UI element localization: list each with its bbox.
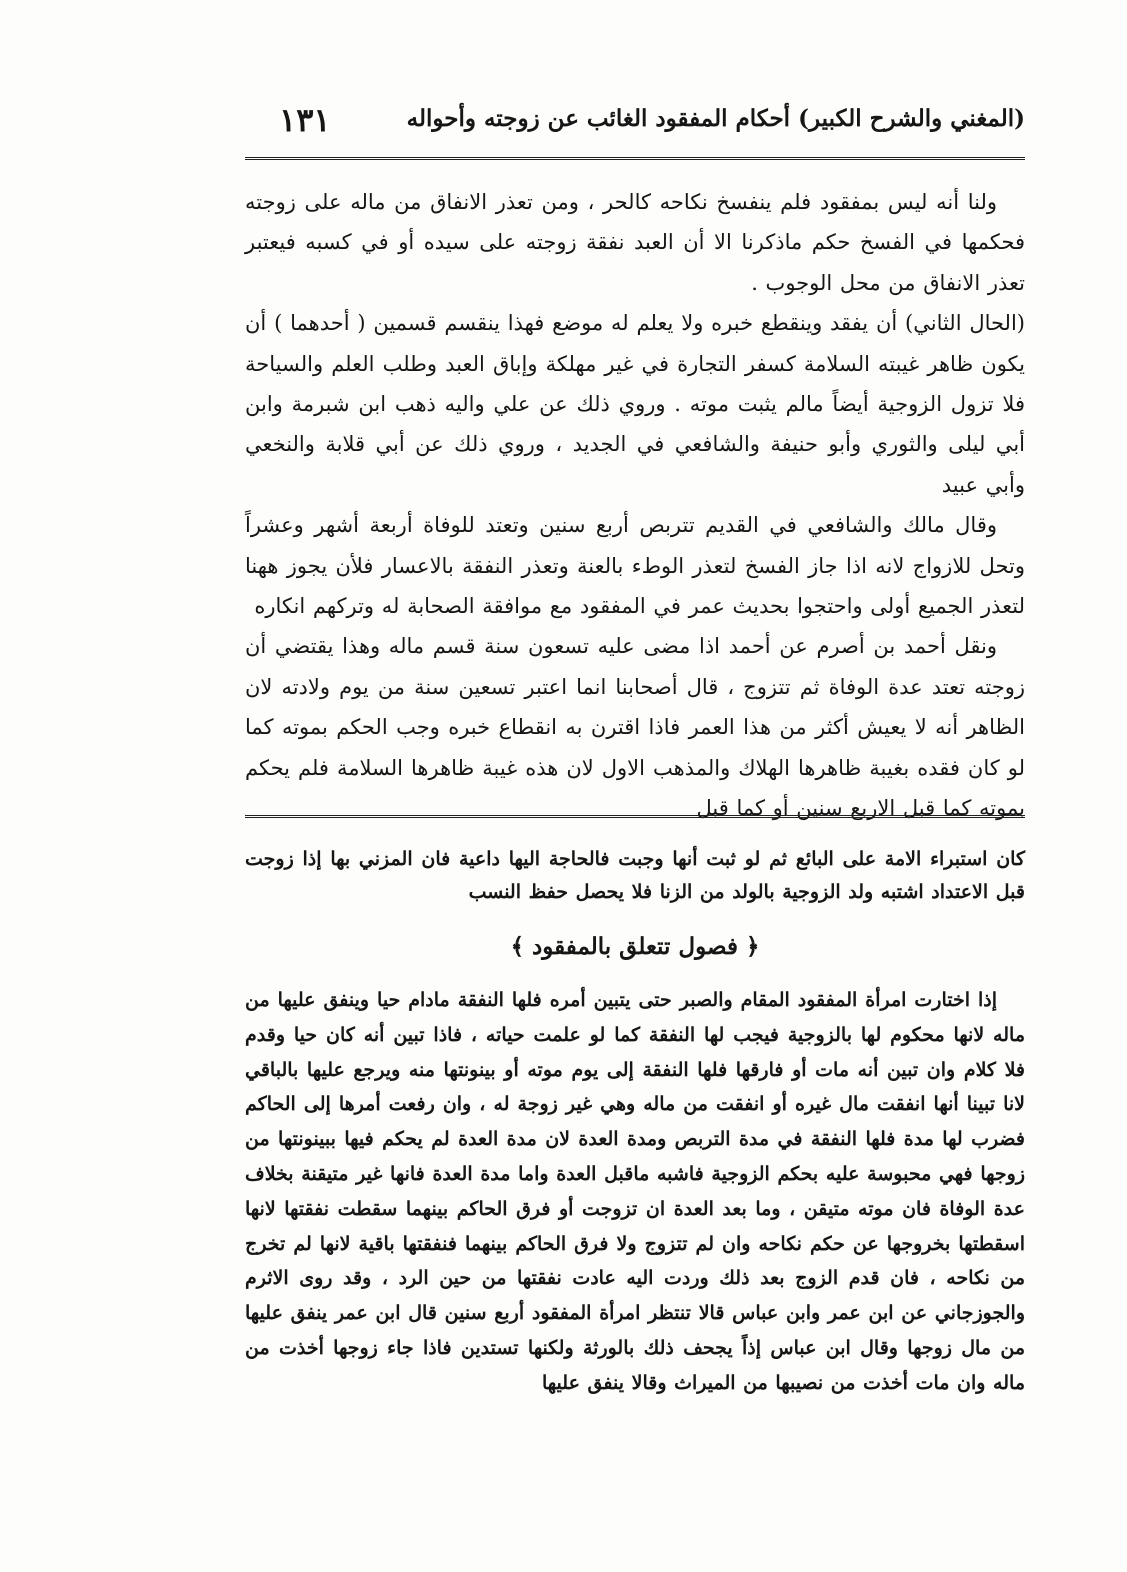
paragraph-2: (الحال الثاني) أن يفقد وينقطع خبره ولا يعلم له موضع فهذا ينقسم قسمين ( أحدهما ) أن يكون ظاهر غيبته السلامة كسفر التجارة في غير مهلكة وإباق العبد وطلب العلم والسياحة فلا تزول الزوجية أيضاً مالم يثبت موته . وروي ذلك عن علي واليه ذهب ابن شبرمة وابن أبي ليلى والثوري وأبو حنيفة والشافعي في الجديد ، وروي ذلك عن أبي قلابة والنخعي وأبي عبيد — [245, 311, 1025, 497]
page-header — [245, 95, 1025, 160]
paragraph-3: وقال مالك والشافعي في القديم تتربص أربع سنين وتعتد للوفاة أربعة أشهر وعشراً وتحل للازواج لانه اذا جاز الفسخ لتعذر الوطء بالعنة وتعذر النفقة بالاعسار فلأن يجوز ههنا لتعذر الجميع أولى واحتجوا بحديث عمر في المفقود مع موافقة الصحابة له وتركهم انكاره — [245, 513, 1025, 619]
running-title: (المغني والشرح الكبير) أحكام المفقود الغائب عن زوجته وأحواله — [406, 105, 1025, 132]
paragraph-1: ولنا أنه ليس بمفقود فلم ينفسخ نكاحه كالحر ، ومن تعذر الانفاق من ماله على زوجته فحكمها في الفسخ حكم ماذكرنا الا أن العبد نفقة زوجته على سيده أو في كسبه فيعتبر تعذر الانفاق من محل الوجوب . — [245, 190, 1025, 295]
commentary-section-paragraph: إذا اختارت امرأة المفقود المقام والصبر حتى يتبين أمره فلها النفقة مادام حيا وينفق عليها من ماله لانها محكوم لها بالزوجية فيجب لها النفقة كما لو علمت حياته ، فاذا تبين أنه كان حيا وقدم فلا كلام وان تبين أنه مات أو فارقها فلها النفقة إلى يوم موته أو بينونتها منه ويرجع عليها بالباقي لانا تبينا أنها انفقت مال غيره أو انفقت من ماله وهي غير زوجة له ، وان رفعت أمرها إلى الحاكم فضرب لها مدة فلها النفقة في مدة التربص ومدة العدة لان مدة العدة لم يحكم فيها ببينونتها من زوجها فهي محبوسة عليه بحكم الزوجية فاشبه ماقبل العدة واما مدة العدة فانها غير متيقنة بخلاف عدة الوفاة فان موته متيقن ، وما بعد العدة ان تزوجت أو فرق الحاكم بينهما سقطت نفقتها لانها اسقطتها بخروجها عن حكم نكاحه وان لم تتزوج ولا فرق الحاكم بينهما فنفقتها باقية لانها لم تخرج من نكاحه ، فان قدم الزوج بعد ذلك وردت اليه عادت نفقتها من حين الرد ، وقد روى الاثرم والجوزجاني عن ابن عمر وابن عباس قالا تنتظر امرأة المفقود أربع سنين قال ابن عمر ينفق عليها من مال زوجها وقال ابن عباس إذاً يجحف ذلك بالورثة ولكنها تستدين فاذا جاء زوجها أخذت من ماله وان مات أخذت من نصيبها من الميراث وقالا ينفق عليها — [245, 989, 1025, 1394]
main-text — [245, 182, 1025, 829]
section-title: ﴿ فصول تتعلق بالمفقود ﴾ — [510, 933, 760, 960]
commentary-paragraph: كان استبراء الامة على البائع ثم لو ثبت أنها وجبت فالحاجة اليها داعية فان المزني بها إذا زوجت قبل الاعتداد اشتبه ولد الزوجية بالولد من الزنا فلا يحصل حفظ النسب — [245, 848, 1025, 903]
book-page — [245, 95, 1025, 1475]
commentary-section-text — [245, 983, 1025, 1401]
commentary-text — [245, 843, 1025, 909]
page-number: ١٣١ — [279, 101, 331, 139]
paragraph-4: ونقل أحمد بن أصرم عن أحمد اذا مضى عليه تسعون سنة قسم ماله وهذا يقتضي أن زوجته تعتد عدة الوفاة ثم تتزوج ، قال أصحابنا انما اعتبر تسعين سنة من يوم ولادته لان الظاهر أنه لا يعيش أكثر من هذا العمر فاذا اقترن به انقطاع خبره وجب الحكم بموته كما لو كان فقده بغيبة ظاهرها الهلاك والمذهب الاول لان هذه غيبة ظاهرها السلامة فلم يحكم بموته كما قبل الاربع سنين أو كما قبل — [245, 634, 1025, 821]
section-divider — [245, 815, 1025, 822]
